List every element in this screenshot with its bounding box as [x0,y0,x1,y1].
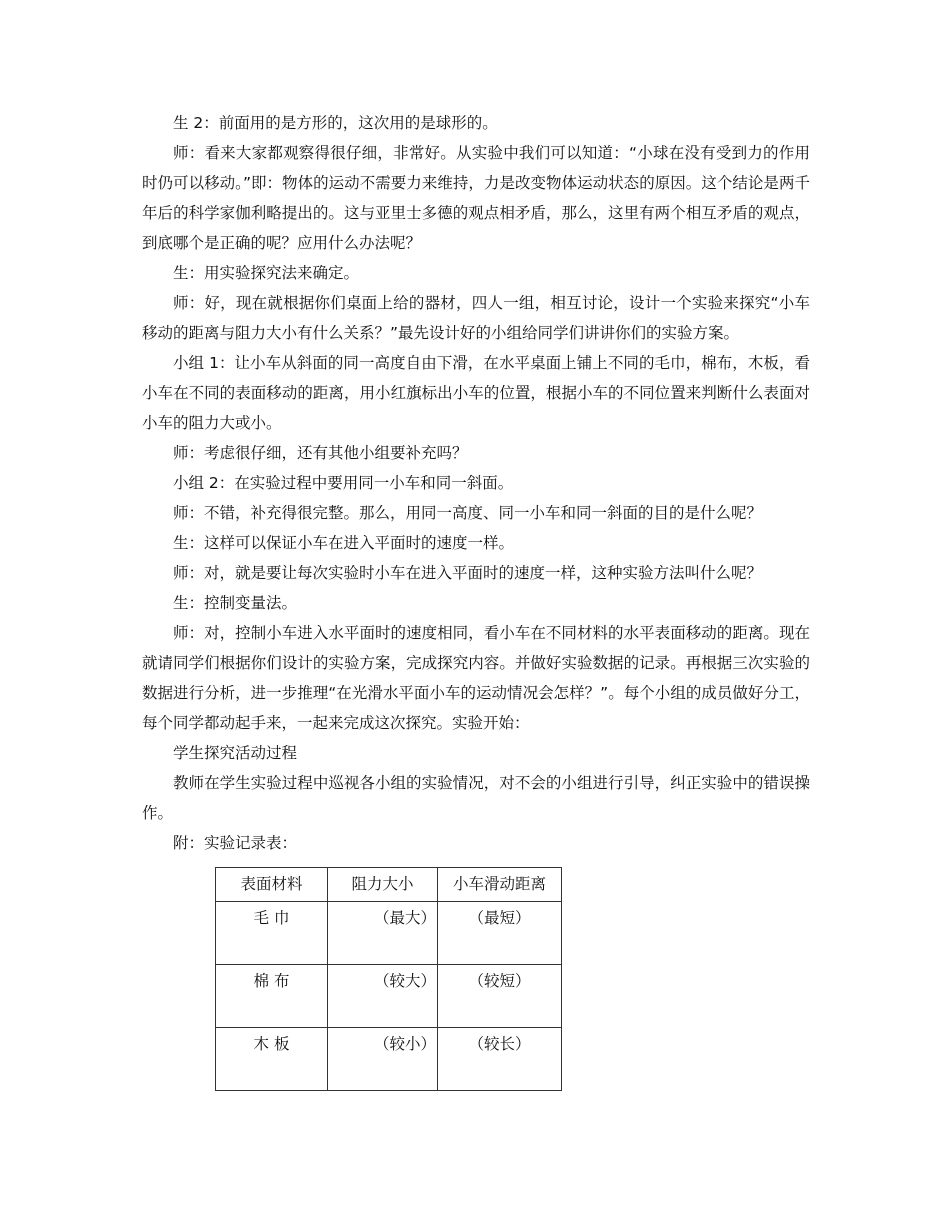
table-row [216,902,562,965]
paragraph-teacher-question: 师：考虑很仔细，还有其他小组要补充吗？ [173,444,468,462]
paragraph-group1-plan: 小组 1：让小车从斜面的同一高度自由下滑，在水平桌面上铺上不同的毛巾，棉布，木板，看小车在不同的表面移动的距离，用小红旗标出小车的位置，根据小车的不同位置来判断什么表面对小车的阻力大或小。 [142,354,810,432]
cell-distance: （最短） [438,902,562,965]
paragraph-teacher-conclusion: 师：看来大家都观察得很仔细，非常好。从实验中我们可以知道：“小球在没有受到力的作用时仍可以移动。”即：物体的运动不需要力来维持，力是改变物体运动状态的原因。这个结论是两千年后的科学家伽利略提出的。这与亚里士多德的观点相矛盾，那么，这里有两个相互矛盾的观点，到底哪个是正确的呢？应用什么办法呢？ [142,144,810,252]
cell-material: 棉 布 [216,965,328,1028]
header-sliding-distance: 小车滑动距离 [438,868,562,902]
table-row [216,1028,562,1091]
cell-material: 毛 巾 [216,902,328,965]
paragraph-student-control-variable: 生：控制变量法。 [173,594,298,612]
paragraph-record-label: 附：实验记录表： [173,834,298,852]
header-surface-material: 表面材料 [216,868,328,902]
cell-distance: （较短） [438,965,562,1028]
cell-resistance [328,902,438,965]
cell-material: 木 板 [216,1028,328,1091]
paragraph-teacher-start: 师：对，控制小车进入水平面时的速度相同，看小车在不同材料的水平表面移动的距离。现在就请同学们根据你们设计的实验方案，完成探究内容。并做好实验数据的记录。再根据三次实验的数据进行分析，进一步推理“在光滑水平面小车的运动情况会怎样？”。每个小组的成员做好分工，每个同学都动起手来，一起来完成这次探究。实验开始： [142,624,810,732]
paragraph-teacher-guidance: 教师在学生实验过程中巡视各小组的实验情况，对不会的小组进行引导，纠正实验中的错误操作。 [142,774,810,822]
cell-resistance [328,1028,438,1091]
paragraph-activity-title: 学生探究活动过程 [173,744,298,762]
cell-resistance-text: （最大） [374,909,437,927]
cell-resistance [328,965,438,1028]
paragraph-student-method: 生：用实验探究法来确定。 [173,264,360,282]
cell-distance: （较长） [438,1028,562,1091]
experiment-record-table [215,867,562,1091]
cell-resistance-text: （较小） [374,1035,437,1053]
experiment-record-table-wrapper [215,867,810,1091]
table-header-row [216,868,562,902]
paragraph-teacher-purpose: 师：不错，补充得很完整。那么，用同一高度、同一小车和同一斜面的目的是什么呢？ [173,504,763,522]
paragraph-student2-answer: 生 2：前面用的是方形的，这次用的是球形的。 [173,114,498,132]
paragraph-student-speed: 生：这样可以保证小车在进入平面时的速度一样。 [173,534,515,552]
header-resistance: 阻力大小 [328,868,438,902]
paragraph-teacher-method-name: 师：对，就是要让每次实验时小车在进入平面时的速度一样，这种实验方法叫什么呢？ [173,564,763,582]
paragraph-group2-addition: 小组 2：在实验过程中要用同一小车和同一斜面。 [173,474,514,492]
paragraph-teacher-task: 师：好，现在就根据你们桌面上给的器材，四人一组，相互讨论，设计一个实验来探究“小车移动的距离与阻力大小有什么关系？”最先设计好的小组给同学们讲讲你们的实验方案。 [142,294,810,342]
cell-resistance-text: （较大） [374,972,437,990]
table-row [216,965,562,1028]
document-body [142,108,810,1091]
